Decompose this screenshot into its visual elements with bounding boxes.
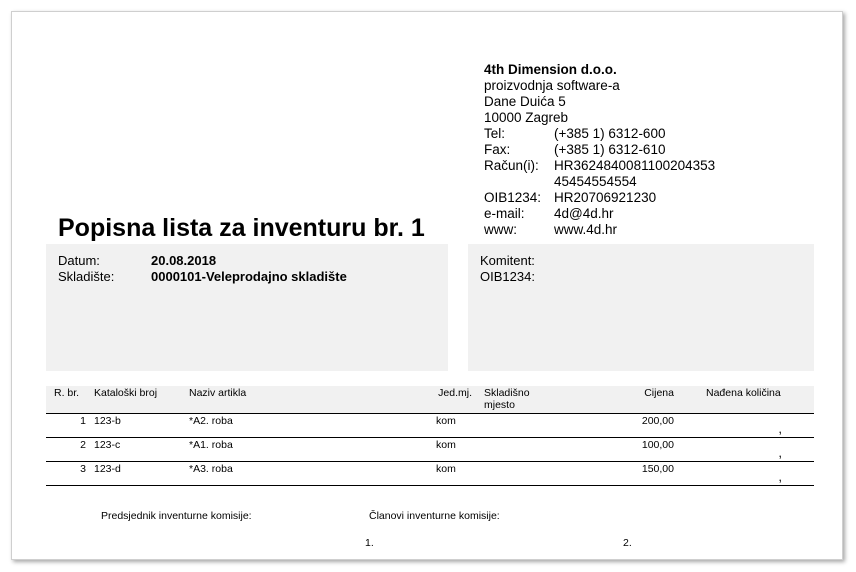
cell-kataloski-broj: 123-c — [94, 439, 121, 451]
company-field-oib — [484, 190, 715, 206]
cell-kataloski-broj: 123-d — [94, 463, 121, 475]
header-nadena-kolicina: Nađena količina — [706, 387, 781, 399]
field-value: (+385 1) 6312-610 — [554, 142, 666, 157]
company-name: 4th Dimension d.o.o. — [484, 62, 617, 77]
cell-rbr: 3 — [80, 463, 86, 475]
cell-cijena: 100,00 — [641, 439, 674, 451]
cell-cijena: 200,00 — [641, 415, 674, 427]
quantity-comma: , — [778, 469, 782, 484]
datum-label: Datum: — [58, 253, 100, 268]
field-label — [484, 174, 554, 190]
cell-kataloski-broj: 123-b — [94, 415, 121, 427]
predsjednik-label: Predsjednik inventurne komisije: — [101, 510, 252, 522]
company-line: proizvodnja software-a — [484, 78, 620, 93]
komitent-oib-label: OIB1234: — [480, 269, 535, 284]
cell-cijena: 150,00 — [641, 463, 674, 475]
header-kataloski-broj: Kataloški broj — [94, 387, 158, 399]
company-field-www — [484, 222, 715, 238]
quantity-entry — [694, 421, 784, 436]
field-label: OIB1234: — [484, 190, 542, 205]
field-value: HR20706921230 — [554, 190, 657, 205]
header-naziv: Naziv artikla — [189, 387, 247, 399]
field-value: www.4d.hr — [554, 222, 618, 237]
quantity-comma: , — [778, 445, 782, 460]
komitent-box — [468, 244, 814, 371]
company-block — [484, 62, 715, 238]
field-value: (+385 1) 6312-600 — [554, 126, 666, 141]
header-skladisno-mjesto: Skladišno mjesto — [484, 387, 530, 411]
field-label: Račun(i): — [484, 158, 539, 173]
cell-jed-mj: kom — [436, 463, 456, 475]
company-line: 10000 Zagreb — [484, 110, 569, 125]
field-value: 4d@4d.hr — [554, 206, 614, 221]
company-field-tel — [484, 126, 715, 142]
field-label: Tel: — [484, 126, 506, 141]
cell-rbr: 1 — [80, 415, 86, 427]
header-rbr: R. br. — [54, 387, 80, 399]
quantity-comma: , — [778, 421, 782, 436]
company-field-racun-2 — [484, 174, 715, 190]
field-value: HR3624840081100204353 — [554, 158, 716, 173]
cell-naziv: *A2. roba — [189, 415, 233, 427]
datum-value: 20.08.2018 — [151, 253, 217, 268]
document-title: Popisna lista za inventuru br. 1 — [58, 214, 425, 242]
field-value: 45454554554 — [554, 174, 637, 189]
document-info-box — [46, 244, 448, 371]
komitent-oib-row — [480, 269, 814, 285]
komitent-row — [480, 253, 814, 269]
field-label: Fax: — [484, 142, 511, 157]
table-row — [46, 438, 814, 462]
komitent-label: Komitent: — [480, 253, 535, 268]
company-field-racun — [484, 158, 715, 174]
cell-naziv: *A1. roba — [189, 439, 233, 451]
member-2-label: 2. — [623, 537, 632, 549]
table-row — [46, 414, 814, 438]
inventory-table — [46, 386, 814, 486]
quantity-entry — [694, 469, 784, 484]
cell-rbr: 2 — [80, 439, 86, 451]
skladiste-value: 0000101-Veleprodajno skladište — [151, 269, 347, 284]
clanovi-label: Članovi inventurne komisije: — [369, 510, 500, 522]
field-label: e-mail: — [484, 206, 525, 221]
cell-jed-mj: kom — [436, 439, 456, 451]
field-label: www: — [484, 222, 517, 237]
quantity-entry — [694, 445, 784, 460]
cell-jed-mj: kom — [436, 415, 456, 427]
skladiste-row — [58, 269, 448, 285]
header-cijena: Cijena — [644, 387, 674, 399]
datum-row — [58, 253, 448, 269]
company-field-fax — [484, 142, 715, 158]
table-header — [46, 386, 814, 414]
table-row — [46, 462, 814, 486]
member-1-label: 1. — [365, 537, 374, 549]
cell-naziv: *A3. roba — [189, 463, 233, 475]
skladiste-label: Skladište: — [58, 269, 115, 284]
header-jed-mj: Jed.mj. — [438, 387, 472, 399]
company-field-email — [484, 206, 715, 222]
company-line: Dane Duića 5 — [484, 94, 566, 109]
